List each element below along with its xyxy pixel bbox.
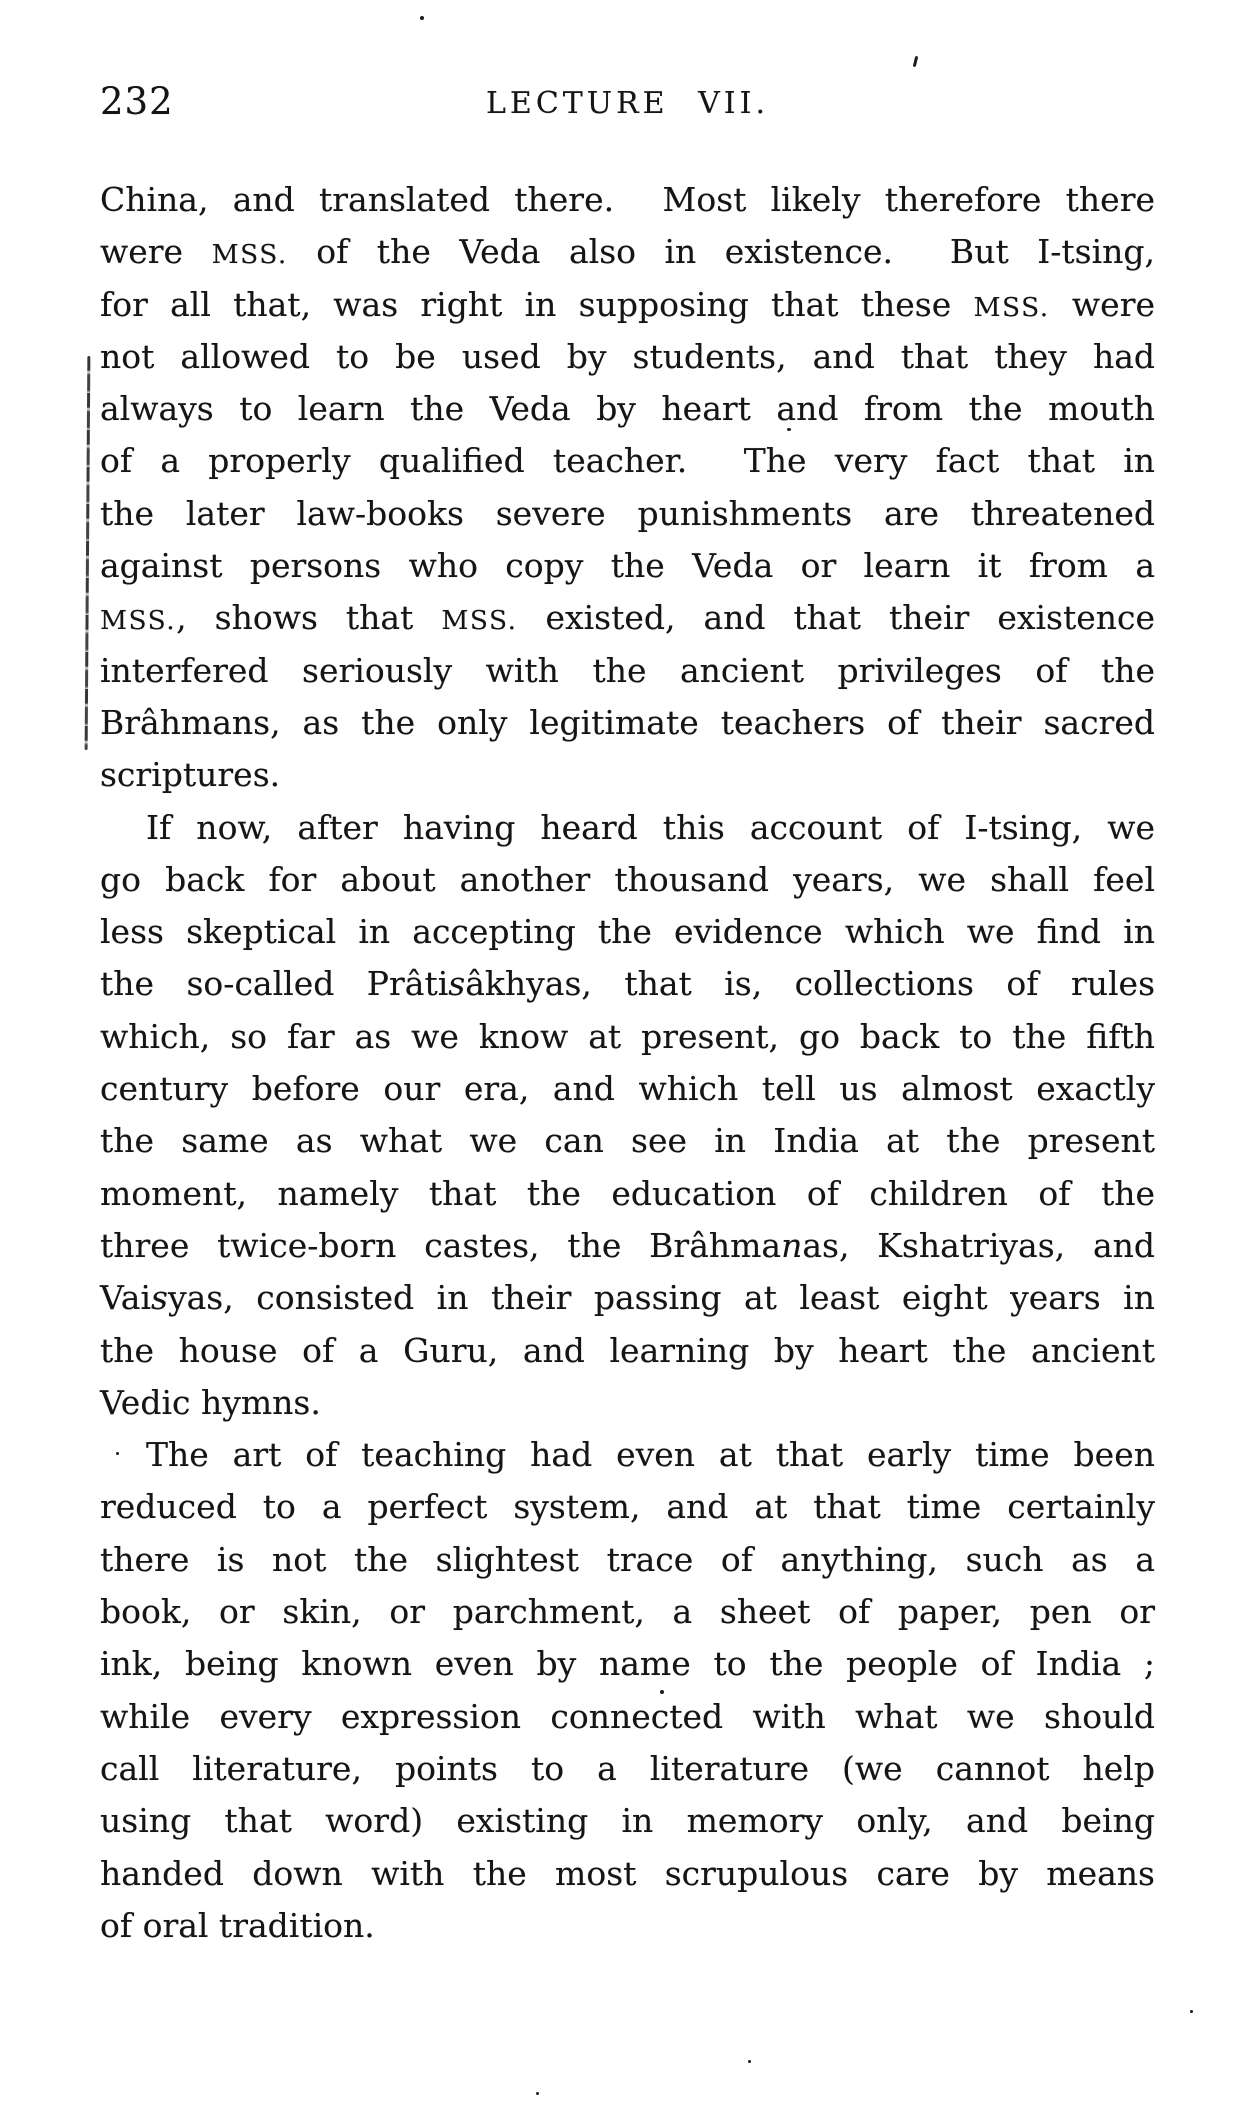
text-line bbox=[100, 1011, 1155, 1063]
text-segment: If now, after having heard this account of I-tsing, we bbox=[146, 807, 1155, 847]
text-segment: ink, being known even by name to the people of India ; bbox=[100, 1644, 1155, 1684]
text-line bbox=[100, 802, 1155, 854]
text-line bbox=[100, 1481, 1155, 1533]
text-segment: Brâhmans, as the only legitimate teachers of their sacred bbox=[100, 702, 1155, 742]
text-segment: reduced to a perfect system, and at that time certainly bbox=[100, 1487, 1155, 1527]
text-segment: the house of a Guru, and learning by heart the ancient bbox=[100, 1330, 1155, 1370]
text-segment: moment, namely that the education of children of the bbox=[100, 1173, 1155, 1213]
text-segment: were bbox=[100, 232, 212, 272]
text-line bbox=[100, 279, 1155, 331]
text-segment: yas, consisted in their passing at least eight years in bbox=[167, 1278, 1155, 1318]
text-segment: âkhyas, that is, collections of rules bbox=[465, 964, 1155, 1004]
text-segment: book, or skin, or parchment, a sheet of paper, pen or bbox=[100, 1592, 1155, 1632]
text-line bbox=[100, 331, 1155, 383]
text-line bbox=[100, 1377, 1155, 1429]
scan-speckle bbox=[913, 56, 919, 67]
text-line bbox=[100, 1272, 1155, 1324]
text-segment: China, and translated there. Most likely therefore there bbox=[100, 180, 1155, 219]
text-line bbox=[100, 592, 1155, 644]
text-line bbox=[100, 488, 1155, 540]
text-line bbox=[100, 958, 1155, 1010]
text-line bbox=[100, 645, 1155, 697]
text-segment: the later law-books severe punishments are threatened bbox=[100, 493, 1155, 533]
text-segment: go back for about another thousand years, we shall feel bbox=[100, 859, 1155, 899]
text-segment: less skeptical in accepting the evidence which we find in bbox=[100, 912, 1155, 952]
text-segment: were bbox=[1049, 284, 1155, 324]
text-segment: the same as what we can see in India at the present bbox=[100, 1121, 1155, 1161]
text-line bbox=[100, 540, 1155, 592]
text-segment: not allowed to be used by students, and that they had bbox=[100, 336, 1155, 376]
text-line bbox=[100, 226, 1155, 278]
text-segment: scriptures. bbox=[100, 755, 281, 795]
text-segment: of a properly qualified teacher. The very fact that in bbox=[100, 441, 1155, 481]
text-line bbox=[100, 697, 1155, 749]
scan-speckle bbox=[1190, 2010, 1193, 2013]
text-segment: while every expression connected with what we should bbox=[100, 1696, 1155, 1736]
text-segment: Vai bbox=[100, 1278, 152, 1318]
text-line bbox=[100, 1325, 1155, 1377]
text-segment-smallcaps: MSS. bbox=[211, 239, 288, 271]
text-line bbox=[100, 1586, 1155, 1638]
text-line bbox=[100, 906, 1155, 958]
text-segment: for all that, was right in supposing that these bbox=[100, 284, 974, 324]
running-title: LECTURE VII. bbox=[486, 86, 769, 121]
text-segment: always to learn the Veda by heart and from the mouth bbox=[100, 389, 1155, 429]
text-body bbox=[100, 174, 1155, 1952]
scan-speckle bbox=[748, 2060, 751, 2063]
text-segment: century before our era, and which tell us almost exactly bbox=[100, 1069, 1155, 1109]
text-line bbox=[100, 1691, 1155, 1743]
text-line bbox=[100, 174, 1155, 226]
text-line bbox=[100, 1063, 1155, 1115]
page-number: 232 bbox=[100, 80, 174, 123]
text-segment: the so-called Prâti bbox=[100, 964, 449, 1004]
text-segment: existed, and that their existence bbox=[517, 598, 1155, 638]
text-line bbox=[100, 1168, 1155, 1220]
text-segment: of oral tradition. bbox=[100, 1905, 375, 1945]
text-segment-italic: s bbox=[151, 1278, 168, 1318]
text-line bbox=[100, 1115, 1155, 1167]
text-segment: against persons who copy the Veda or learn it from a bbox=[100, 546, 1155, 586]
text-segment: , shows that bbox=[176, 598, 442, 638]
text-segment: The art of teaching had even at that early time been bbox=[146, 1435, 1155, 1475]
text-segment-smallcaps: MSS. bbox=[100, 605, 177, 637]
text-segment: using that word) existing in memory only, and being bbox=[100, 1801, 1155, 1841]
margin-pen-mark bbox=[85, 356, 91, 750]
scan-speckle bbox=[536, 2092, 539, 2095]
text-segment-italic: n bbox=[781, 1225, 803, 1265]
scan-speckle bbox=[660, 1690, 664, 1694]
text-segment: as, Kshatriyas, and bbox=[802, 1225, 1155, 1265]
scan-speckle bbox=[116, 1452, 119, 1455]
text-segment: there is not the slightest trace of anything, such as a bbox=[100, 1539, 1155, 1579]
text-segment: call literature, points to a literature (we cannot help bbox=[100, 1748, 1155, 1788]
text-line bbox=[100, 854, 1155, 906]
text-segment-smallcaps: MSS. bbox=[973, 291, 1050, 323]
text-line bbox=[100, 1220, 1155, 1272]
text-line bbox=[100, 1743, 1155, 1795]
text-line bbox=[100, 435, 1155, 487]
text-segment: Vedic hymns. bbox=[100, 1382, 321, 1422]
text-segment-smallcaps: MSS. bbox=[441, 605, 518, 637]
text-segment: of the Veda also in existence. But I-tsing, bbox=[287, 232, 1155, 272]
text-line bbox=[100, 383, 1155, 435]
text-segment: interfered seriously with the ancient privileges of the bbox=[100, 650, 1155, 690]
text-line bbox=[100, 1900, 1155, 1952]
scan-speckle bbox=[787, 428, 791, 431]
text-segment: three twice-born castes, the Brâhma bbox=[100, 1225, 782, 1265]
text-segment-italic: s bbox=[448, 964, 466, 1004]
text-line bbox=[100, 749, 1155, 801]
text-line bbox=[100, 1638, 1155, 1690]
scan-speckle bbox=[420, 16, 424, 20]
text-line bbox=[100, 1429, 1155, 1481]
text-segment: handed down with the most scrupulous care by means bbox=[100, 1853, 1155, 1893]
text-line bbox=[100, 1795, 1155, 1847]
text-line bbox=[100, 1534, 1155, 1586]
text-segment: which, so far as we know at present, go back to the fifth bbox=[100, 1016, 1155, 1056]
text-line bbox=[100, 1848, 1155, 1900]
